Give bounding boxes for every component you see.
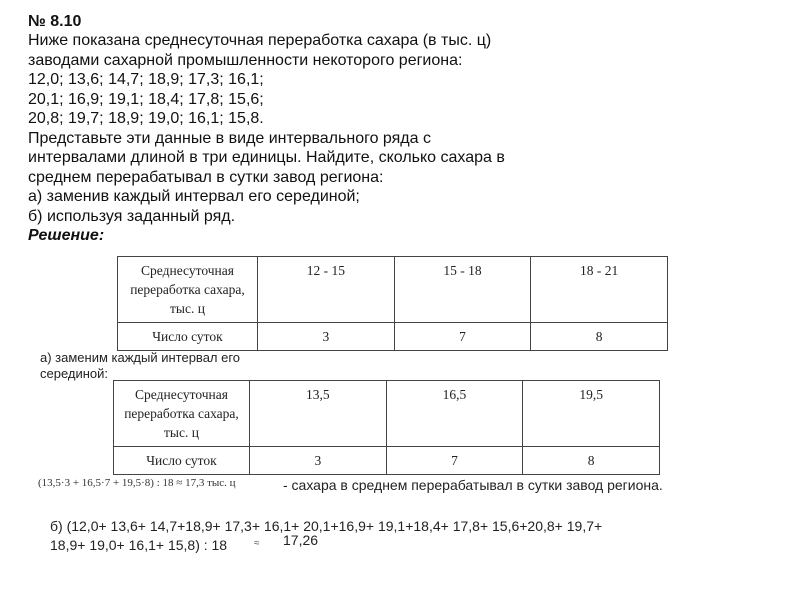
- interval-table: [117, 256, 668, 351]
- midpoint-cell: 19,5: [523, 381, 660, 447]
- approx-sign: ≈: [254, 538, 260, 549]
- midpoint-table: [113, 380, 660, 475]
- part-b-expression: 18,9+ 19,0+ 16,1+ 15,8) : 18: [50, 537, 228, 553]
- count-cell: 3: [250, 447, 387, 475]
- table-header-cell: Среднесуточная переработка сахара, тыс. ц: [114, 381, 250, 447]
- interval-cell: 12 - 15: [258, 257, 395, 323]
- count-cell: 8: [523, 447, 660, 475]
- result-b: 17,26: [283, 532, 319, 548]
- row-label: Число суток: [118, 323, 258, 351]
- data-values: 20,1; 16,9; 19,1; 18,4; 17,8; 15,6;: [28, 91, 264, 108]
- task-a: а) заменив каждый интервал его серединой;: [28, 188, 360, 205]
- count-cell: 7: [394, 323, 531, 351]
- task-b: б) используя заданный ряд.: [28, 208, 236, 225]
- midpoint-cell: 13,5: [250, 381, 387, 447]
- problem-text: Ниже показана среднесуточная переработка сахара (в тыс. ц): [28, 32, 492, 49]
- part-b-expression: б) (12,0+ 13,6+ 14,7+18,9+ 17,3+ 16,1+ 20,1+16,9+ 19,1+18,4+ 17,8+ 15,6+20,8+ 19,7+: [50, 518, 603, 534]
- table-header-cell: Среднесуточная переработка сахара, тыс. ц: [118, 257, 258, 323]
- conclusion-a: - сахара в среднем перерабатывал в сутки завод региона.: [283, 477, 663, 493]
- problem-text: Представьте эти данные в виде интервального ряда с: [28, 130, 431, 147]
- data-values: 20,8; 19,7; 18,9; 19,0; 16,1; 15,8.: [28, 110, 264, 127]
- part-a-text: серединой:: [40, 366, 109, 381]
- count-cell: 3: [258, 323, 395, 351]
- midpoint-cell: 16,5: [386, 381, 523, 447]
- count-cell: 7: [386, 447, 523, 475]
- interval-cell: 18 - 21: [531, 257, 668, 323]
- count-cell: 8: [531, 323, 668, 351]
- part-a-text: а) заменим каждый интервал его: [40, 350, 241, 365]
- problem-number: № 8.10: [28, 13, 82, 30]
- row-label: Число суток: [114, 447, 250, 475]
- data-values: 12,0; 13,6; 14,7; 18,9; 17,3; 16,1;: [28, 71, 264, 88]
- weighted-mean-formula: (13,5·3 + 16,5·7 + 19,5·8) : 18 ≈ 17,3 тыс. ц: [38, 477, 236, 489]
- problem-text: интервалами длиной в три единицы. Найдите, сколько сахара в: [28, 149, 505, 166]
- solution-label: Решение:: [28, 227, 105, 244]
- interval-cell: 15 - 18: [394, 257, 531, 323]
- problem-text: заводами сахарной промышленности некоторого региона:: [28, 52, 463, 69]
- problem-text: среднем перерабатывал в сутки завод региона:: [28, 169, 384, 186]
